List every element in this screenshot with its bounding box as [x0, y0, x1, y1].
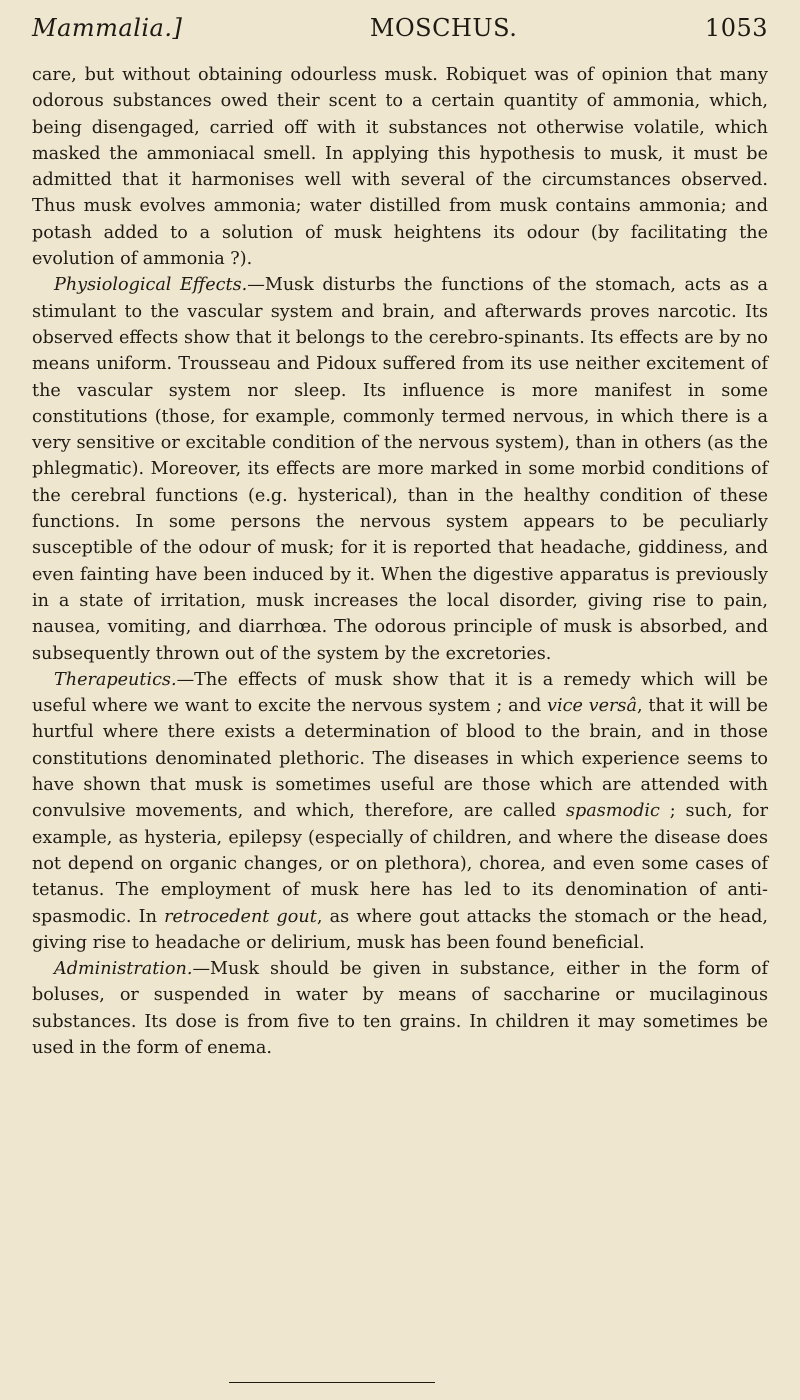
footer-rule: [229, 1382, 435, 1383]
section-heading: Physiological Effects.: [54, 275, 248, 296]
page-number: 1053: [704, 14, 768, 42]
paragraph-text: ; such, for example, as hysteria, epilepsy (especially of children, and where the disease does not depend on organic changes, or on plethora), chorea, and even some cases of tetanus. The employment of musk here has led to its denomination of anti-spasmodic. In: [32, 801, 768, 927]
paragraph-text: , as where gout attacks the stomach or the head, giving rise to headache or delirium, musk has been found beneficial.: [32, 906, 769, 953]
section-heading: Administration.: [54, 959, 193, 980]
paragraph-text: —Musk disturbs the functions of the stomach, acts as a stimulant to the vascular system and brain, and afterwards proves narcotic. Its observed effects show that it belongs to the cerebro-spinants. Its effects are by no means uniform. Trousseau and Pidoux suffered from its use neither excitement of the vascular system nor sleep. Its influence is more manifest in some constitutions (those, for example, commonly termed nervous, in which there is a very sensitive or excitable condition of the nervous system), than in others (as the phlegmatic). Moreover, its effects are more marked in some morbid conditions of the cerebral functions (e.g. hysterical), than in the healthy condition of these functions. In some persons the nervous system appears to be peculiarly susceptible of the odour of musk; for it is reported that headache, giddiness, and even fainting have been induced by it. When the digestive apparatus is previously in a state of irritation, musk increases the local disorder, giving rise to pain, nausea, vomiting, and diarrhœa. The odorous principle of musk is absorbed, and subsequently thrown out of the system by the excretories.: [32, 275, 768, 664]
paragraph-administration: [32, 956, 768, 1061]
section-label: Mammalia.]: [32, 14, 183, 42]
page-title: MOSCHUS.: [369, 14, 518, 42]
body-text: [32, 62, 768, 1061]
paragraph-text: , that it will be hurtful where there exists a determination of blood to the brain, and in those constitutions denominated plethoric. The diseases in which experience seems to have shown that musk is sometimes useful are those which are attended with convulsive movements, and which, therefore, are called: [32, 696, 768, 822]
italic-term: spasmodic: [566, 801, 660, 822]
italic-term: retrocedent gout: [164, 906, 317, 927]
paragraph-text: care, but without obtaining odourless musk. Robiquet was of opinion that many odorous substances owed their scent to a certain quantity of ammonia, which, being disengaged, carried off with it substances not otherwise volatile, which masked the ammoniacal smell. In applying this hypothesis to musk, it must be admitted that it harmonises well with several of the circumstances observed. Thus musk evolves ammonia; water distilled from musk contains ammonia; and potash added to a solution of musk heightens its odour (by facilitating the evolution of ammonia ?).: [32, 65, 768, 270]
paragraph-text: —Musk should be given in substance, either in the form of boluses, or suspended in water by means of saccharine or mucilaginous substances. Its dose is from five to ten grains. In children it may sometimes be used in the form of enema.: [32, 959, 768, 1058]
section-heading: Therapeutics.: [54, 669, 177, 690]
italic-term: vice versâ: [547, 696, 637, 717]
running-head: [32, 14, 768, 42]
paragraph-physiological-effects: [32, 272, 768, 666]
paragraph-text: —The effects of musk show that it is a remedy which will be useful where we want to excite the nervous system ; and: [32, 669, 768, 717]
paragraph-therapeutics: [32, 667, 768, 956]
paragraph-opening: [32, 62, 768, 272]
